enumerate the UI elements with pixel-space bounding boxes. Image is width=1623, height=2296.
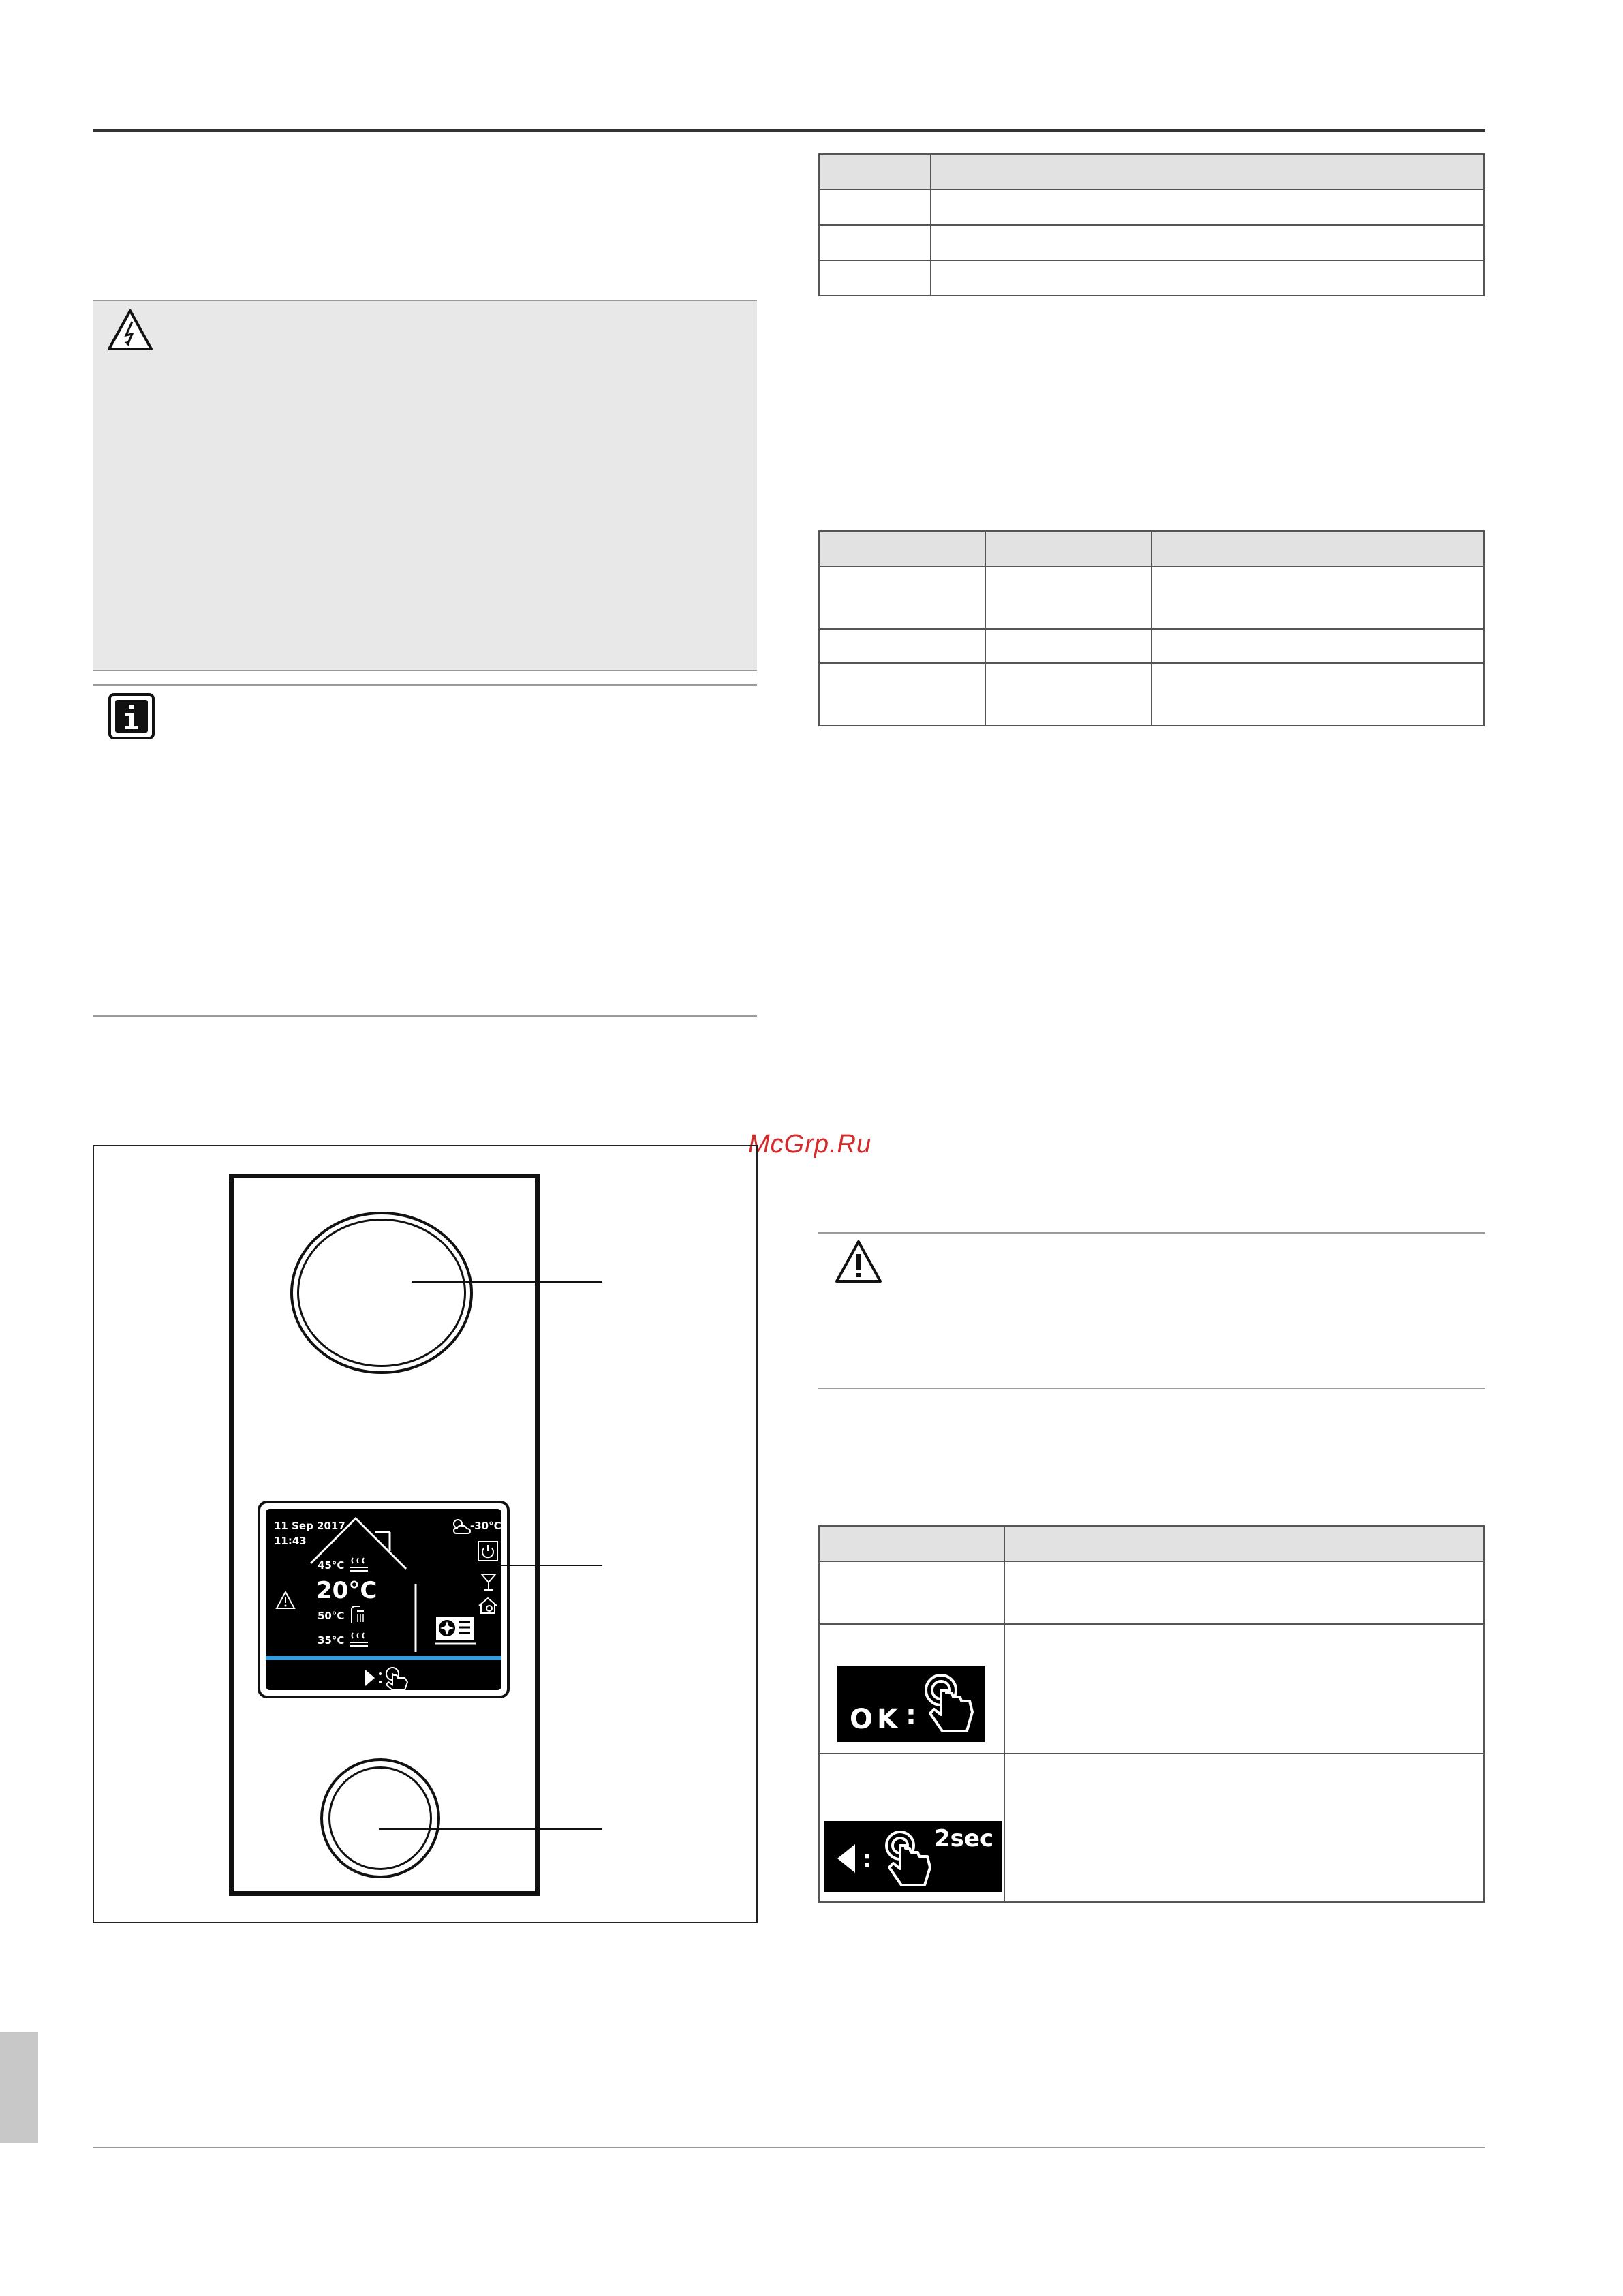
leader-line-1 — [412, 1281, 602, 1283]
table-row — [819, 225, 1484, 260]
outdoor-temp: -30°C — [470, 1520, 501, 1532]
table-row — [819, 663, 1484, 726]
table-row — [819, 1754, 1484, 1902]
alert-triangle-icon — [275, 1591, 296, 1610]
page-side-tab — [0, 2032, 38, 2143]
controller-display — [258, 1501, 510, 1698]
header-rule — [93, 129, 1485, 132]
warning-triangle-icon — [834, 1239, 883, 1284]
table-a-header-2 — [931, 154, 1484, 189]
table-row — [819, 1624, 1484, 1754]
back-button-image: : 2sec — [824, 1821, 1002, 1892]
outdoor-unit-icon — [435, 1615, 476, 1645]
table-row — [819, 629, 1484, 663]
display-screen — [266, 1509, 501, 1690]
danger-notice-box — [93, 300, 757, 671]
table-row — [819, 260, 1484, 296]
info-icon — [108, 692, 155, 740]
away-house-icon — [477, 1596, 499, 1615]
touch-hand-icon — [880, 1826, 941, 1892]
table-b — [818, 530, 1485, 726]
hold-duration-label: 2sec — [934, 1825, 994, 1852]
table-row — [819, 566, 1484, 629]
weather-icon — [450, 1517, 473, 1535]
holiday-cocktail-icon — [480, 1572, 497, 1592]
table-c — [818, 1525, 1485, 1903]
ok-button-image: OK : — [837, 1666, 985, 1742]
footer-rule — [93, 2147, 1485, 2148]
display-date: 11 Sep 2017 — [274, 1520, 345, 1532]
caution-notice-box — [818, 1232, 1485, 1389]
table-row — [819, 189, 1484, 225]
temp-reading-2: 50°C — [318, 1610, 345, 1622]
info-notice-box — [93, 684, 757, 1017]
watermark: McGrp.Ru — [748, 1130, 872, 1159]
back-triangle-icon — [836, 1843, 856, 1874]
table-a — [818, 153, 1485, 296]
electric-hazard-icon — [106, 308, 154, 352]
shower-icon — [349, 1604, 367, 1625]
temp-reading-1: 45°C — [318, 1559, 345, 1572]
leader-line-3 — [379, 1828, 602, 1830]
display-accent-bar — [266, 1656, 501, 1660]
leader-line-2 — [497, 1565, 602, 1566]
table-row — [819, 1561, 1484, 1624]
room-temperature: 20°C — [316, 1577, 377, 1604]
display-time: 11:43 — [274, 1535, 307, 1547]
secondary-dial-inner-ring — [328, 1766, 432, 1870]
temp-reading-3: 35°C — [318, 1634, 345, 1647]
main-dial-inner-ring — [297, 1219, 466, 1367]
power-icon — [477, 1540, 499, 1562]
navigate-touch-icon — [362, 1664, 417, 1690]
table-a-header-1 — [819, 154, 931, 189]
underfloor-heating-icon-2 — [349, 1632, 369, 1648]
underfloor-heating-icon — [349, 1557, 369, 1573]
touch-hand-icon — [919, 1670, 980, 1738]
ok-label: OK — [850, 1704, 902, 1735]
